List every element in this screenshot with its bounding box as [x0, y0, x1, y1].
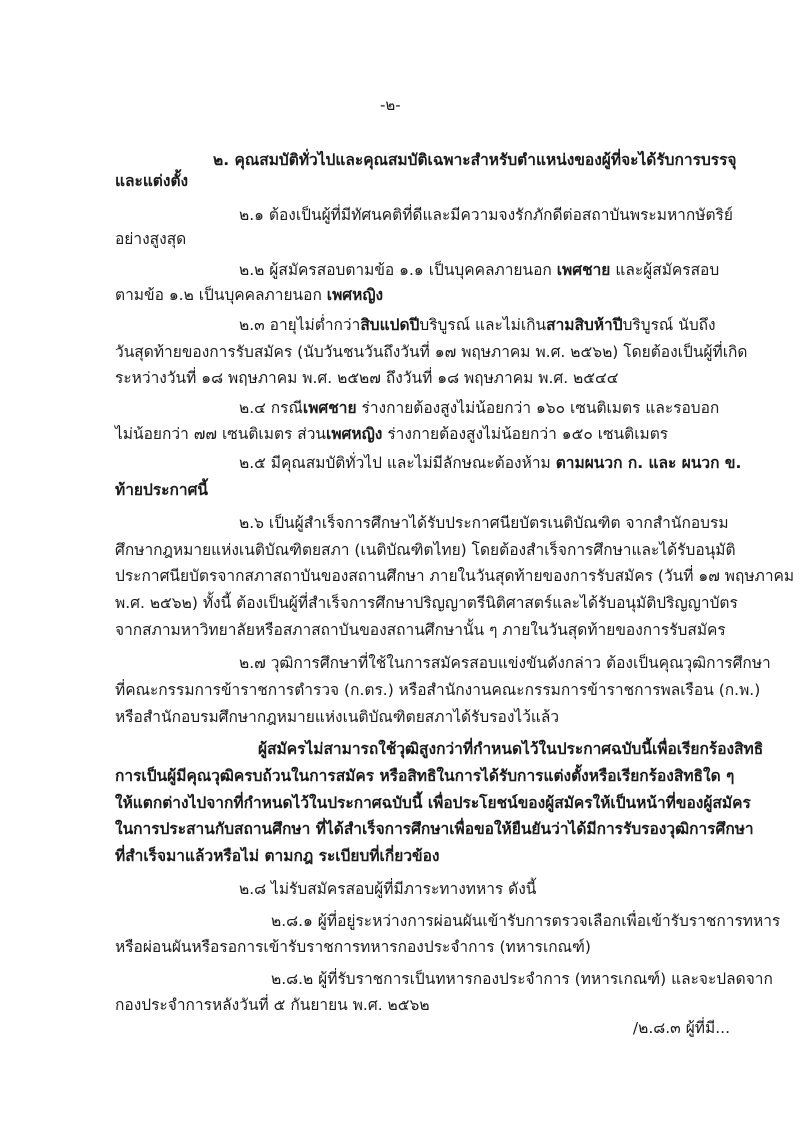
- note-line-3: ให้แตกต่างไปจากที่กำหนดไว้ในประกาศฉบับนี้ เพื่อประโยชน์ของผู้สมัครให้เป็นหน้าที่ของผู้สมัคร: [115, 794, 751, 812]
- bold-text-run: เพศชาย: [302, 399, 357, 417]
- bold-text-run: ตามผนวก ก. และ ผนวก ข.: [555, 454, 742, 472]
- bold-text-run: เพศชาย: [556, 261, 611, 279]
- text-run: ๒.๔ กรณี: [239, 399, 303, 417]
- item-2-3-cont-1: วันสุดท้ายของการรับสมัคร (นับวันชนวันถึงวันที่ ๑๗ พฤษภาคม พ.ศ. ๒๕๖๒) โดยต้องเป็นผู้ที่เกิด: [115, 343, 748, 361]
- item-2-7-cont-2: หรือสำนักอบรมศึกษากฎหมายแห่งเนติบัณฑิตยสภาได้รับรองไว้แล้ว: [115, 708, 560, 726]
- section-heading-cont: และแต่งตั้ง: [115, 172, 189, 190]
- bold-text-run: เพศหญิง: [326, 286, 384, 304]
- item-2-6-cont-2: ประกาศนียบัตรจากสภาสถาบันของสถานศึกษา ภายในวันสุดท้ายของการรับสมัคร (วันที่ ๑๗ พฤษภาคม: [115, 567, 795, 585]
- text-run: และผู้สมัครสอบ: [610, 261, 720, 279]
- text-run: บริบูรณ์ และไม่เกิน: [419, 316, 547, 334]
- item-2-6: ๒.๖ เป็นผู้สำเร็จการศึกษาได้รับประกาศนียบัตรเนติบัณฑิต จากสำนักอบรม: [239, 514, 729, 532]
- continuation-footer: /๒.๘.๓ ผู้ที่มี...: [632, 1019, 730, 1037]
- item-2-7: ๒.๗ วุฒิการศึกษาที่ใช้ในการสมัครสอบแข่งขันดังกล่าว ต้องเป็นคุณวุฒิการศึกษา: [239, 654, 771, 672]
- item-2-4-cont: [115, 423, 668, 445]
- note-line-1: ผู้สมัครไม่สามารถใช้วุฒิสูงกว่าที่กำหนดไว้ในประกาศฉบับนี้เพื่อเรียกร้องสิทธิ: [258, 740, 764, 758]
- text-run: บริบูรณ์ นับถึง: [622, 316, 716, 334]
- item-2-8-1: ๒.๘.๑ ผู้ที่อยู่ระหว่างการผ่อนผันเข้ารับการตรวจเลือกเพื่อเข้ารับราชการทหาร: [271, 912, 781, 930]
- item-2-6-cont-3: พ.ศ. ๒๕๖๒) ทั้งนี้ ต้องเป็นผู้ที่สำเร็จการศึกษาปริญญาตรีนิติศาสตร์และได้รับอนุมัติปริญญาบัตร: [115, 594, 738, 612]
- note-line-5: ที่สำเร็จมาแล้วหรือไม่ ตามกฎ ระเบียบที่เกี่ยวข้อง: [115, 847, 440, 865]
- text-run: ๒.๕ มีคุณสมบัติทั่วไป และไม่มีลักษณะต้องห้าม: [239, 454, 556, 472]
- text-run: ไม่น้อยกว่า ๗๗ เซนติเมตร ส่วน: [115, 425, 327, 443]
- item-2-1-cont: อย่างสูงสุด: [115, 230, 187, 248]
- bold-text-run: เพศหญิง: [326, 425, 383, 443]
- item-2-8-2-cont: กองประจำการหลังวันที่ ๕ กันยายน พ.ศ. ๒๕๖๒: [115, 996, 430, 1014]
- note-line-4: ในการประสานกับสถานศึกษา ที่ได้สำเร็จการศึกษาเพื่อขอให้ยืนยันว่าได้มีการรับรองวุฒิการศึกษา: [115, 820, 754, 838]
- item-2-4: [239, 397, 719, 419]
- section-heading: ๒. คุณสมบัติทั่วไปและคุณสมบัติเฉพาะสำหรับตำแหน่งของผู้ที่จะได้รับการบรรจุ: [213, 151, 737, 169]
- item-2-5-cont: ท้ายประกาศนี้: [115, 481, 209, 499]
- item-2-5: [239, 452, 741, 474]
- text-run: ร่างกายต้องสูงไม่น้อยกว่า ๑๖๐ เซนติเมตร และรอบอก: [356, 399, 720, 417]
- text-run: ตามข้อ ๑.๒ เป็นบุคคลภายนอก: [115, 286, 327, 304]
- item-2-8: ๒.๘ ไม่รับสมัครสอบผู้ที่มีภาระทางทหาร ดังนี้: [239, 880, 537, 898]
- text-run: ๒.๒ ผู้สมัครสอบตามข้อ ๑.๑ เป็นบุคคลภายนอก: [239, 261, 557, 279]
- item-2-7-cont-1: ที่คณะกรรมการข้าราชการตำรวจ (ก.ตร.) หรือสำนักงานคณะกรรมการข้าราชการพลเรือน (ก.พ.): [115, 681, 761, 699]
- bold-text-run: สิบแปดปี: [360, 316, 420, 334]
- text-run: ร่างกายต้องสูงไม่น้อยกว่า ๑๕๐ เซนติเมตร: [382, 425, 669, 443]
- item-2-2: [239, 259, 719, 281]
- page-number: -๒-: [380, 96, 401, 114]
- item-2-8-1-cont: หรือผ่อนผันหรือรอการเข้ารับราชการทหารกองประจำการ (ทหารเกณฑ์): [115, 938, 591, 956]
- item-2-2-cont: [115, 284, 383, 306]
- item-2-3-cont-2: ระหว่างวันที่ ๑๘ พฤษภาคม พ.ศ. ๒๕๒๗ ถึงวันที่ ๑๘ พฤษภาคม พ.ศ. ๒๕๔๔: [115, 369, 619, 387]
- item-2-1: ๒.๑ ต้องเป็นผู้ที่มีทัศนคติที่ดีและมีความจงรักภักดีต่อสถาบันพระมหากษัตริย์: [239, 206, 733, 224]
- item-2-6-cont-4: จากสภามหาวิทยาลัยหรือสภาสถาบันของสถานศึกษานั้น ๆ ภายในวันสุดท้ายของการรับสมัคร: [115, 621, 726, 639]
- bold-text-run: สามสิบห้าปี: [546, 316, 623, 334]
- item-2-8-2: ๒.๘.๒ ผู้ที่รับราชการเป็นทหารกองประจำการ (ทหารเกณฑ์) และจะปลดจาก: [271, 970, 773, 988]
- note-line-2: การเป็นผู้มีคุณวุฒิครบถ้วนในการสมัคร หรือสิทธิในการได้รับการแต่งตั้งหรือเรียกร้องสิทธิใด ๆ: [115, 767, 735, 785]
- item-2-6-cont-1: ศึกษากฎหมายแห่งเนติบัณฑิตยสภา (เนติบัณฑิตไทย) โดยต้องสำเร็จการศึกษาและได้รับอนุมัติ: [115, 541, 736, 559]
- text-run: ๒.๓ อายุไม่ต่ำกว่า: [239, 316, 361, 334]
- item-2-3: [239, 314, 716, 336]
